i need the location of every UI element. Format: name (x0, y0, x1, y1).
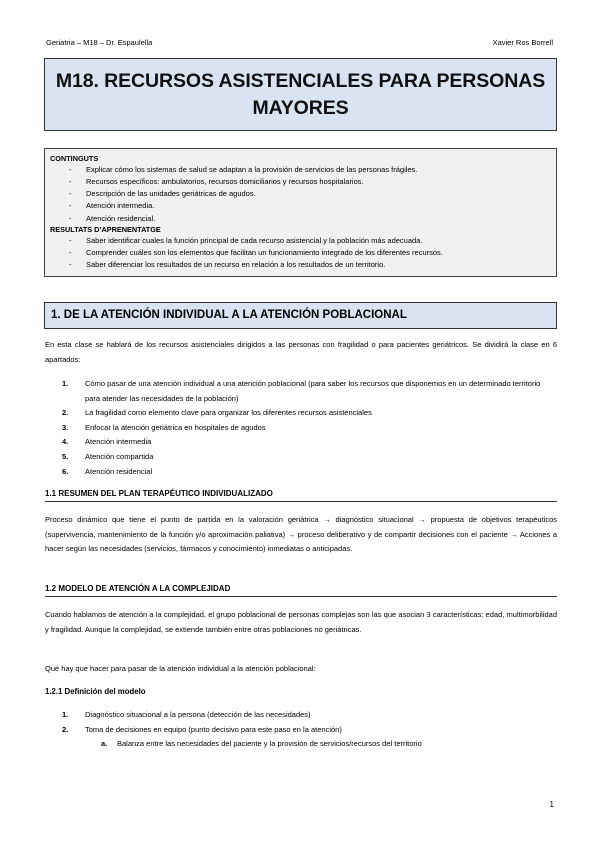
contents-item: - Descripción de las unidades geriátricas de agudos. (50, 188, 550, 200)
header-left: Geriatria – M18 – Dr. Espaulella (46, 38, 153, 47)
dash: - (69, 260, 72, 270)
contents-item: - Atención residencial. (50, 213, 550, 225)
dash: - (69, 164, 72, 174)
contents-item: - Atención intermedia. (50, 200, 550, 212)
contents-item: - Recursos específicos: ambulatorios, recursos domiciliarios y recursos hospitalarios. (50, 176, 550, 188)
dash: - (69, 177, 72, 186)
results-item: - Comprender cuáles son los elementos que facilitan un funcionamiento integrado de los diferentes recursos. (50, 247, 550, 259)
header-right: Xavier Ros Borrell (492, 38, 553, 47)
section-1-1-text: Proceso dinámico que tiene el punto de partida en la valoración geriátrica → diagnóstico situacional → propuesta de objetivos terapéuticos (supervivencia, mantenimiento de la función y/o aproximación paliativa) → proceso deliberativo y de compartir decisiones con el paciente → Acciones a hacer según las necesidades (servicios, fármacos y conocimiento) inmediatas o anticipadas. (45, 515, 557, 554)
dash: - (69, 189, 72, 199)
section-1-2-heading: 1.2 MODELO DE ATENCIÓN A LA COMPLEJIDAD (45, 584, 557, 597)
dash: - (69, 213, 72, 223)
title-line-2: MAYORES (252, 96, 349, 119)
page-number: 1 (549, 800, 554, 809)
dash: - (69, 235, 72, 245)
results-item: - Saber identificar cuales la función principal de cada recurso asistencial y la población más adecuada. (50, 235, 550, 247)
section-1-1-heading: 1.1 RESUMEN DEL PLAN TERAPÉUTICO INDIVIDUALIZADO (45, 489, 557, 502)
title-box (44, 58, 557, 131)
contents-item: - Explicar cómo los sistemas de salud se adaptan a la provisión de servicios de las personas frágiles. (50, 164, 550, 176)
list-item: 6. Atención residencial (62, 466, 153, 476)
results-heading: RESULTATS D’APRENENTATGE (50, 224, 161, 234)
section-1-2-question: Qué hay que hacer para pasar de la atención individual a la atención poblacional: (45, 664, 316, 673)
section-1-heading: 1. DE LA ATENCIÓN INDIVIDUAL A LA ATENCIÓN POBLACIONAL (44, 302, 557, 329)
dash: - (69, 201, 72, 211)
section-1-intro: En esta clase se hablará de los recursos asistenciales dirigidos a las personas con fragilidad o para pacientes geriátricos. Se dividirá la clase en 6 apartados: (45, 340, 557, 364)
contents-box (44, 148, 557, 277)
section-1-2-text: Cuando hablamos de atención a la complejidad, el grupo poblacional de personas complejas son las que asocian 3 características: edad, multimorbilidad y fragilidad. Aunque la complejidad, se extiende también entre otras poblaciones no geriátricas. (45, 610, 557, 634)
list-item: 3. Enfocar la atención geriátrica en hospitales de agudos (62, 422, 266, 432)
list-item: 2. Toma de decisiones en equipo (punto decisivo para este paso en la atención) (62, 724, 342, 734)
list-item: 1. Diagnóstico situacional a la persona (detección de las necesidades) (62, 710, 311, 719)
section-1-list (45, 377, 557, 479)
list-item: 1. Cómo pasar de una atención individual a una atención poblacional (para saber los recursos que disponemos en un determinado territorio para atender las necesidades de la población) (62, 379, 541, 403)
list-item: 5. Atención compartida (62, 451, 154, 461)
list-item: 4. Atención intermedia (62, 437, 152, 447)
section-1-2-1-list (45, 708, 557, 752)
title-line-1: M18. RECURSOS ASISTENCIALES PARA PERSONAS (55, 69, 546, 92)
dash: - (69, 247, 72, 257)
sub-list-item: a. Balanza entre las necesidades del paciente y la provisión de servicios/recursos del territorio (101, 739, 422, 749)
section-1-2-1-heading: 1.2.1 Definición del modelo (45, 687, 146, 696)
list-item: 2. La fragilidad como elemento clave para organizar los diferentes recursos asistenciales (62, 408, 372, 418)
results-item: - Saber diferenciar los resultados de un recurso en relación a los resultados de un territorio. (50, 259, 550, 271)
contents-heading: CONTINGUTS (50, 154, 99, 163)
